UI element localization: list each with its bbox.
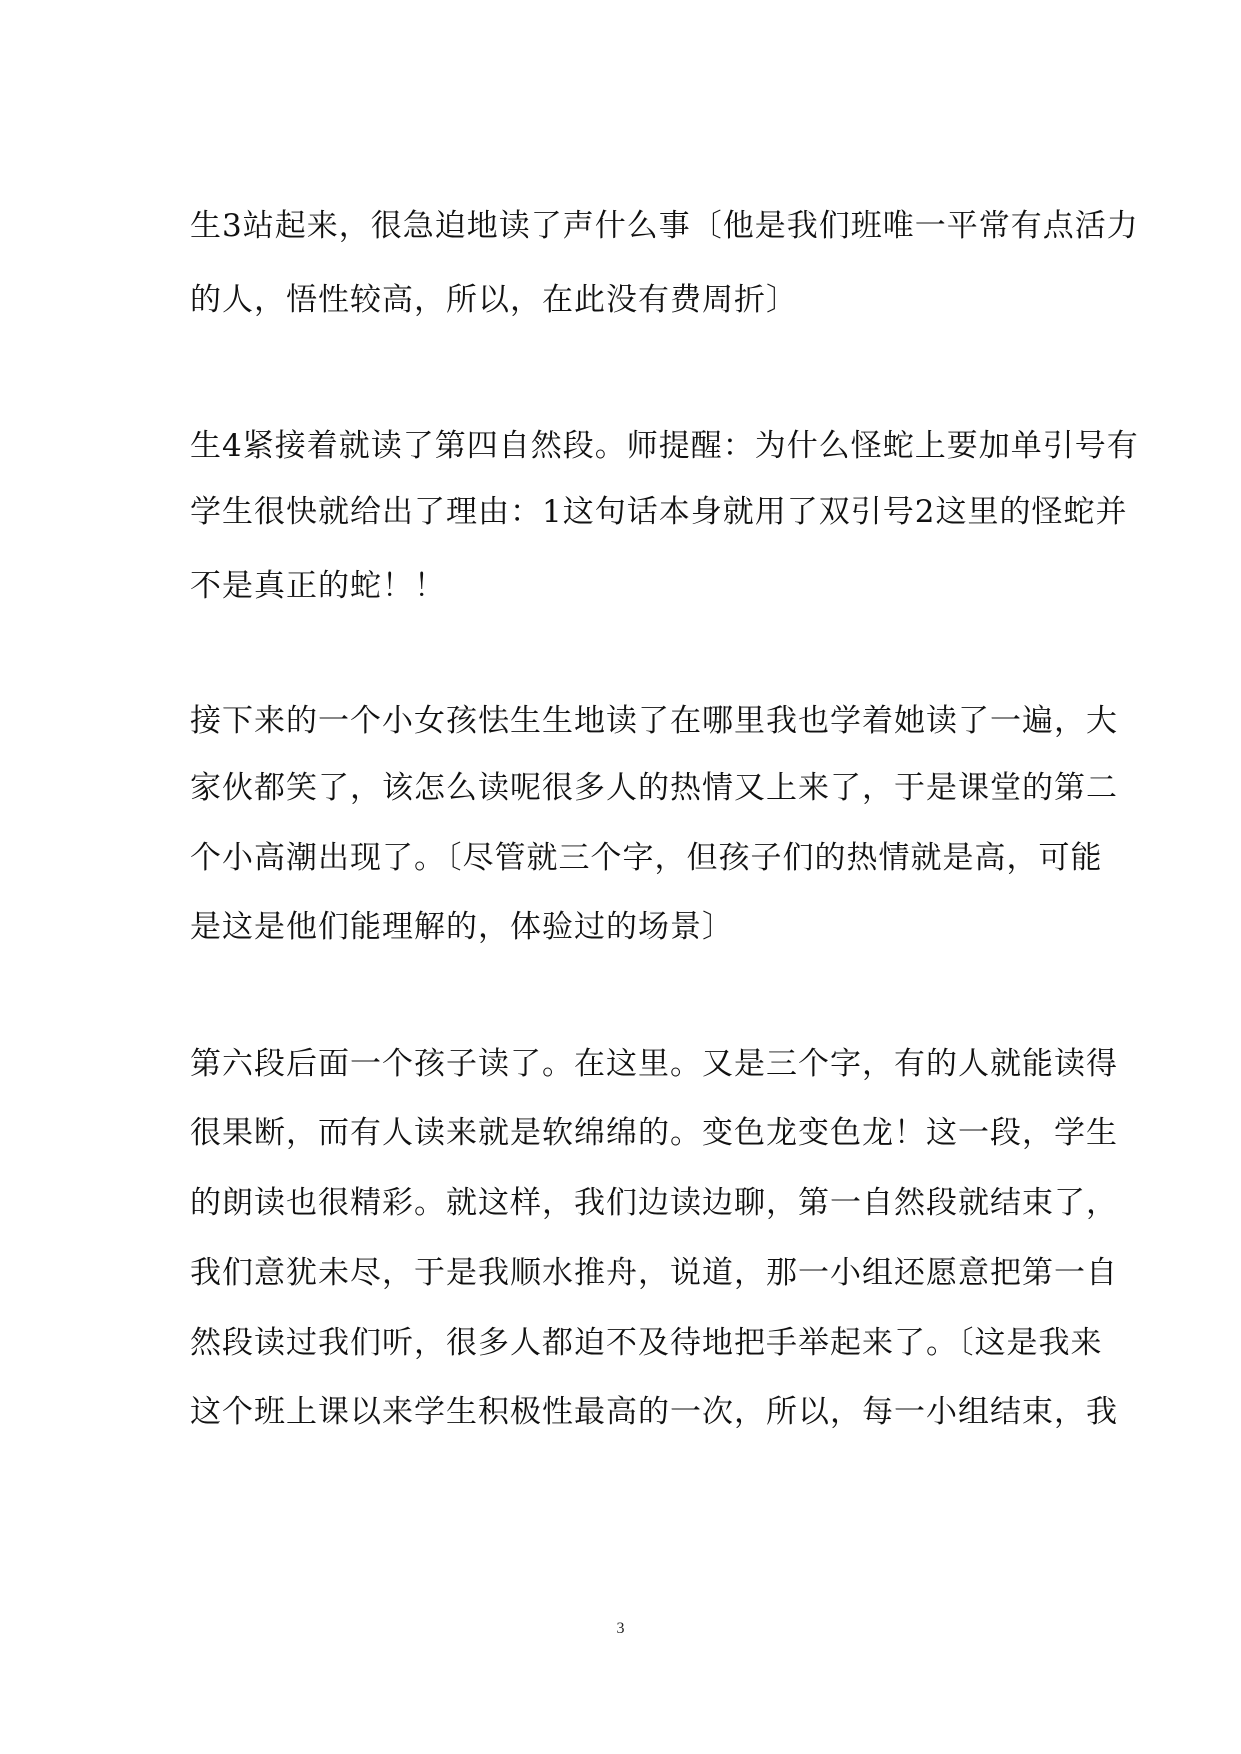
paragraph-4-line-5: 然段读过我们听，很多人都迫不及待地把手举起来了。〔这是我来	[190, 1325, 1103, 1361]
paragraph-3-line-2: 家伙都笑了，该怎么读呢很多人的热情又上来了，于是课堂的第二	[190, 770, 1118, 806]
paragraph-4-line-4: 我们意犹未尽，于是我顺水推舟，说道，那一小组还愿意把第一自	[190, 1255, 1118, 1291]
paragraph-2-line-3: 不是真正的蛇！！	[190, 568, 446, 604]
paragraph-1-line-2: 的人，悟性较高，所以，在此没有费周折〕	[190, 282, 798, 318]
paragraph-4-line-6: 这个班上课以来学生积极性最高的一次，所以，每一小组结束，我	[190, 1394, 1118, 1430]
paragraph-3-line-1: 接下来的一个小女孩怯生生地读了在哪里我也学着她读了一遍，大	[190, 703, 1118, 739]
paragraph-2-line-2: 学生很快就给出了理由：1这句话本身就用了双引号2这里的怪蛇并	[190, 494, 1128, 530]
paragraph-4-line-3: 的朗读也很精彩。就这样，我们边读边聊，第一自然段就结束了，	[190, 1185, 1118, 1221]
paragraph-4-line-2: 很果断，而有人读来就是软绵绵的。变色龙变色龙！这一段，学生	[190, 1115, 1118, 1151]
paragraph-4-line-1: 第六段后面一个孩子读了。在这里。又是三个字，有的人就能读得	[190, 1046, 1118, 1082]
paragraph-3-line-3: 个小高潮出现了。〔尽管就三个字，但孩子们的热情就是高，可能	[190, 840, 1103, 876]
paragraph-3-line-4: 是这是他们能理解的，体验过的场景〕	[190, 909, 734, 945]
paragraph-1-line-1: 生3站起来，很急迫地读了声什么事〔他是我们班唯一平常有点活力	[190, 208, 1139, 244]
page-number: 3	[616, 1620, 625, 1637]
paragraph-2-line-1: 生4紧接着就读了第四自然段。师提醒：为什么怪蛇上要加单引号有	[190, 428, 1139, 464]
